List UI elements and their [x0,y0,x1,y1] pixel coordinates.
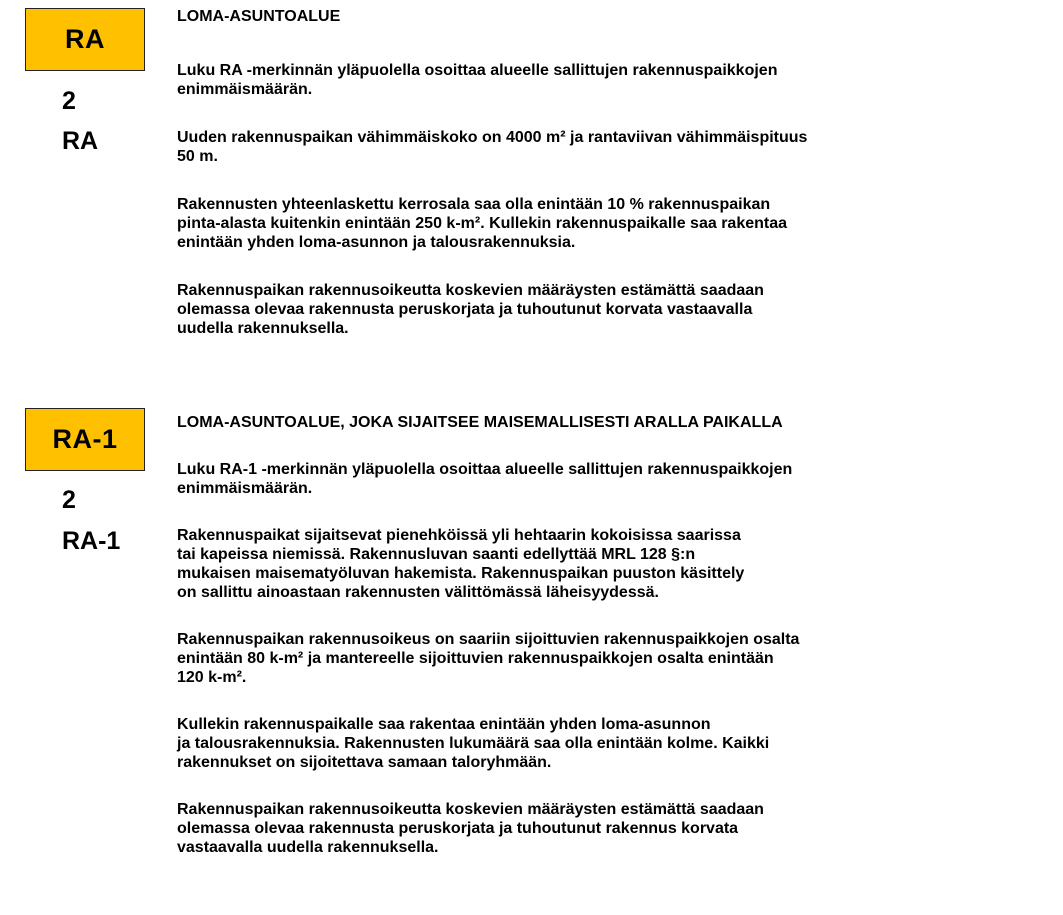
zone-badge-label: RA-1 [52,424,118,454]
zone-title: LOMA-ASUNTOALUE, JOKA SIJAITSEE MAISEMALLISESTI ARALLA PAIKALLA [177,414,783,431]
text-line: uudella rakennuksella. [177,320,349,337]
paragraph [177,61,1037,99]
paragraph [177,630,1037,687]
text-line: Rakennuspaikan rakennusoikeutta koskevien määräysten estämättä saadaan [177,282,764,299]
paragraph [177,460,1037,498]
zone-code-label: RA [62,127,99,155]
text-line: 50 m. [177,148,218,165]
zone-description [177,7,1037,367]
paragraph [177,128,1037,166]
text-line: vastaavalla uudella rakennuksella. [177,839,439,856]
text-line: Luku RA -merkinnän yläpuolella osoittaa alueelle sallittujen rakennuspaikkojen [177,62,778,79]
zone-description [177,413,1037,885]
text-line: olemassa olevaa rakennusta peruskorjata ja tuhoutunut korvata vastaavalla [177,301,753,318]
text-line: tai kapeissa niemissä. Rakennusluvan saanti edellyttää MRL 128 §:n [177,546,696,563]
text-line: mukaisen maisematyöluvan hakemista. Rakennuspaikan puuston käsittely [177,565,745,582]
text-line: ja talousrakennuksia. Rakennusten lukumäärä saa olla enintään kolme. Kaikki [177,735,770,752]
paragraph [177,281,1037,338]
text-line: Rakennusten yhteenlaskettu kerrosala saa olla enintään 10 % rakennuspaikan [177,196,771,213]
paragraph [177,715,1037,772]
text-line: enintään yhden loma-asunnon ja talousrakennuksia. [177,234,576,251]
zone-badge-ra [25,8,145,71]
text-line: rakennukset on sijoitettava samaan taloryhmään. [177,754,552,771]
paragraph [177,800,1037,857]
text-line: on sallittu ainoastaan rakennusten välittömässä läheisyydessä. [177,584,659,601]
text-line: olemassa olevaa rakennusta peruskorjata ja tuhoutunut rakennus korvata [177,820,739,837]
text-line: pinta-alasta kuitenkin enintään 250 k-m². Kullekin rakennuspaikalle saa rakentaa [177,215,788,232]
text-line: Rakennuspaikan rakennusoikeutta koskevien määräysten estämättä saadaan [177,801,764,818]
text-line: enintään 80 k-m² ja mantereelle sijoittuvien rakennuspaikkojen osalta enintään [177,650,774,667]
text-line: Rakennuspaikat sijaitsevat pienehköissä yli hehtaarin kokoisissa saarissa [177,527,741,544]
text-line: Luku RA-1 -merkinnän yläpuolella osoittaa alueelle sallittujen rakennuspaikkojen [177,461,793,478]
zone-count-number: 2 [62,486,76,514]
text-line: 120 k-m². [177,669,247,686]
zone-code-label: RA-1 [62,527,121,555]
zone-count-number: 2 [62,87,76,115]
zone-badge-label: RA [65,24,105,54]
text-line: enimmäismäärän. [177,480,313,497]
text-line: Kullekin rakennuspaikalle saa rakentaa enintään yhden loma-asunnon [177,716,711,733]
zone-badge-ra-1 [25,408,145,471]
text-line: enimmäismäärän. [177,81,313,98]
paragraph [177,195,1037,252]
zone-title: LOMA-ASUNTOALUE [177,8,341,25]
text-line: Uuden rakennuspaikan vähimmäiskoko on 4000 m² ja rantaviivan vähimmäispituus [177,129,808,146]
text-line: Rakennuspaikan rakennusoikeus on saariin sijoittuvien rakennuspaikkojen osalta [177,631,800,648]
paragraph [177,526,1037,602]
